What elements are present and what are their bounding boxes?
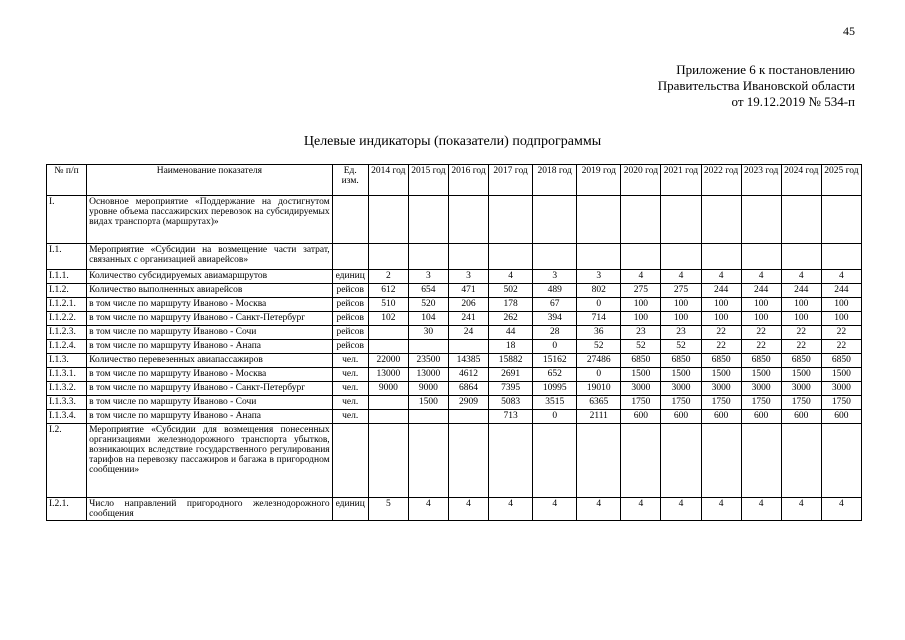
appendix-header xyxy=(658,62,855,110)
value-cell: 27486 xyxy=(577,354,621,368)
value-cell xyxy=(621,244,661,270)
value-cell: 3 xyxy=(448,270,488,284)
value-cell: 4 xyxy=(781,270,821,284)
column-header-unit: Ед. изм. xyxy=(332,165,368,196)
value-cell: 67 xyxy=(533,298,577,312)
value-cell: 6864 xyxy=(448,382,488,396)
value-cell: 22 xyxy=(821,326,861,340)
value-cell xyxy=(368,340,408,354)
value-cell xyxy=(781,244,821,270)
unit-cell xyxy=(332,196,368,244)
column-header-year: 2025 год xyxy=(821,165,861,196)
value-cell: 13000 xyxy=(408,368,448,382)
indicator-name: Количество перевезенных авиапассажиров xyxy=(87,354,333,368)
row-number: I.1.3. xyxy=(47,354,87,368)
unit-cell: рейсов xyxy=(332,284,368,298)
value-cell: 244 xyxy=(701,284,741,298)
column-header-name: Наименование показателя xyxy=(87,165,333,196)
table-row xyxy=(47,244,862,270)
row-number: I.2.1. xyxy=(47,498,87,521)
value-cell: 13000 xyxy=(368,368,408,382)
value-cell: 24 xyxy=(448,326,488,340)
value-cell xyxy=(701,244,741,270)
value-cell: 18 xyxy=(489,340,533,354)
column-header-year: 2022 год xyxy=(701,165,741,196)
value-cell xyxy=(533,196,577,244)
value-cell xyxy=(701,424,741,498)
value-cell: 10995 xyxy=(533,382,577,396)
value-cell: 2909 xyxy=(448,396,488,410)
value-cell xyxy=(489,196,533,244)
value-cell xyxy=(661,244,701,270)
row-number: I.2. xyxy=(47,424,87,498)
value-cell xyxy=(621,196,661,244)
value-cell: 22000 xyxy=(368,354,408,368)
value-cell: 23500 xyxy=(408,354,448,368)
value-cell xyxy=(577,424,621,498)
value-cell: 100 xyxy=(661,312,701,326)
row-number: I.1.2.3. xyxy=(47,326,87,340)
value-cell xyxy=(781,196,821,244)
value-cell: 4 xyxy=(781,498,821,521)
table-row xyxy=(47,498,862,521)
value-cell: 1750 xyxy=(701,396,741,410)
value-cell xyxy=(821,244,861,270)
value-cell: 100 xyxy=(781,312,821,326)
value-cell: 394 xyxy=(533,312,577,326)
row-number: I.1.2.4. xyxy=(47,340,87,354)
table-row xyxy=(47,424,862,498)
row-number: I.1.3.1. xyxy=(47,368,87,382)
value-cell xyxy=(489,424,533,498)
value-cell xyxy=(448,424,488,498)
value-cell: 0 xyxy=(577,368,621,382)
value-cell: 15162 xyxy=(533,354,577,368)
row-number: I.1. xyxy=(47,244,87,270)
column-header-year: 2019 год xyxy=(577,165,621,196)
value-cell: 4 xyxy=(701,498,741,521)
row-number: I. xyxy=(47,196,87,244)
value-cell: 244 xyxy=(781,284,821,298)
column-header-year: 2016 год xyxy=(448,165,488,196)
value-cell xyxy=(408,196,448,244)
value-cell: 100 xyxy=(821,298,861,312)
table-row xyxy=(47,326,862,340)
value-cell xyxy=(408,340,448,354)
value-cell: 471 xyxy=(448,284,488,298)
value-cell: 100 xyxy=(741,298,781,312)
value-cell xyxy=(408,244,448,270)
table-row xyxy=(47,354,862,368)
value-cell: 7395 xyxy=(489,382,533,396)
indicator-name: Число направлений пригородного железнодорожного сообщения xyxy=(87,498,333,521)
value-cell xyxy=(368,244,408,270)
value-cell: 4612 xyxy=(448,368,488,382)
value-cell: 1750 xyxy=(621,396,661,410)
value-cell: 22 xyxy=(701,340,741,354)
value-cell: 100 xyxy=(621,312,661,326)
value-cell: 102 xyxy=(368,312,408,326)
value-cell: 3515 xyxy=(533,396,577,410)
value-cell: 600 xyxy=(741,410,781,424)
value-cell: 600 xyxy=(621,410,661,424)
value-cell: 3000 xyxy=(781,382,821,396)
value-cell: 14385 xyxy=(448,354,488,368)
value-cell xyxy=(533,424,577,498)
value-cell: 6850 xyxy=(821,354,861,368)
value-cell: 52 xyxy=(621,340,661,354)
row-number: I.1.2. xyxy=(47,284,87,298)
indicators-table xyxy=(46,164,862,521)
value-cell: 1500 xyxy=(741,368,781,382)
column-header-year: 2017 год xyxy=(489,165,533,196)
unit-cell: чел. xyxy=(332,354,368,368)
value-cell: 22 xyxy=(781,340,821,354)
value-cell: 30 xyxy=(408,326,448,340)
value-cell: 0 xyxy=(533,410,577,424)
unit-cell: рейсов xyxy=(332,340,368,354)
value-cell: 4 xyxy=(533,498,577,521)
value-cell xyxy=(408,424,448,498)
row-number: I.1.2.2. xyxy=(47,312,87,326)
value-cell xyxy=(489,244,533,270)
value-cell: 1750 xyxy=(661,396,701,410)
column-header-year: 2015 год xyxy=(408,165,448,196)
value-cell xyxy=(821,196,861,244)
column-header-num: № п/п xyxy=(47,165,87,196)
value-cell xyxy=(533,244,577,270)
value-cell xyxy=(701,196,741,244)
value-cell: 5 xyxy=(368,498,408,521)
value-cell: 178 xyxy=(489,298,533,312)
value-cell: 241 xyxy=(448,312,488,326)
value-cell xyxy=(781,424,821,498)
value-cell: 4 xyxy=(577,498,621,521)
value-cell: 3 xyxy=(533,270,577,284)
value-cell: 654 xyxy=(408,284,448,298)
value-cell: 28 xyxy=(533,326,577,340)
column-header-year: 2021 год xyxy=(661,165,701,196)
unit-cell: чел. xyxy=(332,396,368,410)
value-cell: 600 xyxy=(821,410,861,424)
value-cell: 19010 xyxy=(577,382,621,396)
value-cell: 6850 xyxy=(781,354,821,368)
table-row xyxy=(47,298,862,312)
table-row xyxy=(47,340,862,354)
value-cell: 44 xyxy=(489,326,533,340)
value-cell: 104 xyxy=(408,312,448,326)
row-number: I.1.1. xyxy=(47,270,87,284)
value-cell: 600 xyxy=(661,410,701,424)
value-cell: 0 xyxy=(577,298,621,312)
unit-cell: чел. xyxy=(332,382,368,396)
value-cell: 1500 xyxy=(621,368,661,382)
table-row xyxy=(47,284,862,298)
value-cell: 4 xyxy=(408,498,448,521)
value-cell: 23 xyxy=(661,326,701,340)
document-title: Целевые индикаторы (показатели) подпрограммы xyxy=(303,134,602,149)
value-cell: 244 xyxy=(821,284,861,298)
value-cell: 275 xyxy=(661,284,701,298)
value-cell: 100 xyxy=(661,298,701,312)
indicator-name: в том числе по маршруту Иваново - Москва xyxy=(87,298,333,312)
table-row xyxy=(47,368,862,382)
value-cell: 4 xyxy=(661,270,701,284)
indicator-name: в том числе по маршруту Иваново - Санкт-Петербург xyxy=(87,382,333,396)
unit-cell: чел. xyxy=(332,368,368,382)
appendix-line-3: от 19.12.2019 № 534-п xyxy=(731,94,855,109)
value-cell: 4 xyxy=(489,270,533,284)
indicator-name: Мероприятие «Субсидии для возмещения понесенных организациями железнодорожного транспорта убытков, возникающих вследствие государственного регулирования тарифов на перевозку пассажиров и багажа в пригородном сообщении» xyxy=(87,424,333,498)
value-cell: 100 xyxy=(821,312,861,326)
row-number: I.1.3.4. xyxy=(47,410,87,424)
indicator-name: Количество субсидируемых авиамаршрутов xyxy=(87,270,333,284)
value-cell: 100 xyxy=(621,298,661,312)
value-cell: 22 xyxy=(701,326,741,340)
column-header-year: 2024 год xyxy=(781,165,821,196)
value-cell: 3000 xyxy=(701,382,741,396)
value-cell: 1750 xyxy=(781,396,821,410)
value-cell: 3000 xyxy=(741,382,781,396)
value-cell xyxy=(448,244,488,270)
value-cell: 100 xyxy=(781,298,821,312)
value-cell: 3000 xyxy=(821,382,861,396)
value-cell: 1750 xyxy=(821,396,861,410)
value-cell: 600 xyxy=(781,410,821,424)
value-cell: 275 xyxy=(621,284,661,298)
value-cell xyxy=(741,424,781,498)
row-number: I.1.3.2. xyxy=(47,382,87,396)
value-cell: 15882 xyxy=(489,354,533,368)
value-cell: 6850 xyxy=(741,354,781,368)
value-cell: 1500 xyxy=(661,368,701,382)
table-row xyxy=(47,382,862,396)
value-cell: 4 xyxy=(741,498,781,521)
value-cell xyxy=(741,196,781,244)
value-cell: 3000 xyxy=(621,382,661,396)
column-header-year: 2014 год xyxy=(368,165,408,196)
appendix-line-2: Правительства Ивановской области xyxy=(657,78,855,93)
value-cell: 244 xyxy=(741,284,781,298)
value-cell: 100 xyxy=(741,312,781,326)
indicator-name: в том числе по маршруту Иваново - Анапа xyxy=(87,410,333,424)
value-cell: 6365 xyxy=(577,396,621,410)
value-cell xyxy=(368,196,408,244)
row-number: I.1.3.3. xyxy=(47,396,87,410)
value-cell: 714 xyxy=(577,312,621,326)
value-cell: 206 xyxy=(448,298,488,312)
value-cell: 0 xyxy=(533,340,577,354)
unit-cell: чел. xyxy=(332,410,368,424)
value-cell: 4 xyxy=(621,498,661,521)
value-cell: 100 xyxy=(701,312,741,326)
table-row xyxy=(47,312,862,326)
value-cell: 6850 xyxy=(701,354,741,368)
value-cell: 652 xyxy=(533,368,577,382)
page-number: 45 xyxy=(843,24,855,38)
indicator-name: Количество выполненных авиарейсов xyxy=(87,284,333,298)
value-cell: 52 xyxy=(577,340,621,354)
value-cell: 5083 xyxy=(489,396,533,410)
unit-cell: рейсов xyxy=(332,298,368,312)
unit-cell xyxy=(332,424,368,498)
value-cell: 1500 xyxy=(821,368,861,382)
table-row xyxy=(47,270,862,284)
value-cell: 713 xyxy=(489,410,533,424)
value-cell: 1500 xyxy=(781,368,821,382)
value-cell: 600 xyxy=(701,410,741,424)
value-cell: 1750 xyxy=(741,396,781,410)
value-cell: 22 xyxy=(821,340,861,354)
value-cell: 9000 xyxy=(368,382,408,396)
value-cell: 22 xyxy=(741,326,781,340)
value-cell xyxy=(577,196,621,244)
value-cell: 2691 xyxy=(489,368,533,382)
value-cell: 4 xyxy=(821,498,861,521)
value-cell: 489 xyxy=(533,284,577,298)
value-cell: 6850 xyxy=(621,354,661,368)
value-cell: 100 xyxy=(701,298,741,312)
value-cell: 520 xyxy=(408,298,448,312)
value-cell: 4 xyxy=(661,498,701,521)
value-cell xyxy=(368,410,408,424)
indicator-name: Основное мероприятие «Поддержание на достигнутом уровне объема пассажирских перевозок на субсидируемых видах транспорта (маршрутах)» xyxy=(87,196,333,244)
value-cell: 9000 xyxy=(408,382,448,396)
value-cell: 4 xyxy=(741,270,781,284)
value-cell: 1500 xyxy=(408,396,448,410)
value-cell xyxy=(741,244,781,270)
value-cell: 4 xyxy=(701,270,741,284)
value-cell: 52 xyxy=(661,340,701,354)
value-cell xyxy=(368,326,408,340)
value-cell: 3 xyxy=(408,270,448,284)
value-cell xyxy=(448,196,488,244)
indicator-name: в том числе по маршруту Иваново - Анапа xyxy=(87,340,333,354)
value-cell: 612 xyxy=(368,284,408,298)
value-cell: 4 xyxy=(821,270,861,284)
indicator-name: в том числе по маршруту Иваново - Сочи xyxy=(87,326,333,340)
value-cell: 22 xyxy=(741,340,781,354)
value-cell xyxy=(368,396,408,410)
table-row xyxy=(47,410,862,424)
row-number: I.1.2.1. xyxy=(47,298,87,312)
indicator-name: в том числе по маршруту Иваново - Санкт-Петербург xyxy=(87,312,333,326)
column-header-year: 2020 год xyxy=(621,165,661,196)
table-row xyxy=(47,196,862,244)
value-cell xyxy=(368,424,408,498)
value-cell: 262 xyxy=(489,312,533,326)
value-cell: 36 xyxy=(577,326,621,340)
value-cell xyxy=(448,410,488,424)
unit-cell: единиц xyxy=(332,270,368,284)
table-header-row xyxy=(47,165,862,196)
unit-cell xyxy=(332,244,368,270)
value-cell: 510 xyxy=(368,298,408,312)
value-cell: 22 xyxy=(781,326,821,340)
value-cell: 502 xyxy=(489,284,533,298)
value-cell: 2111 xyxy=(577,410,621,424)
appendix-line-1: Приложение 6 к постановлению xyxy=(676,62,855,77)
value-cell xyxy=(448,340,488,354)
value-cell xyxy=(408,410,448,424)
value-cell xyxy=(821,424,861,498)
indicator-name: в том числе по маршруту Иваново - Сочи xyxy=(87,396,333,410)
value-cell: 6850 xyxy=(661,354,701,368)
value-cell xyxy=(621,424,661,498)
value-cell xyxy=(661,424,701,498)
value-cell: 3000 xyxy=(661,382,701,396)
value-cell: 2 xyxy=(368,270,408,284)
value-cell: 1500 xyxy=(701,368,741,382)
column-header-year: 2018 год xyxy=(533,165,577,196)
value-cell xyxy=(577,244,621,270)
indicator-name: в том числе по маршруту Иваново - Москва xyxy=(87,368,333,382)
value-cell: 4 xyxy=(621,270,661,284)
value-cell: 802 xyxy=(577,284,621,298)
column-header-year: 2023 год xyxy=(741,165,781,196)
unit-cell: рейсов xyxy=(332,312,368,326)
indicator-name: Мероприятие «Субсидии на возмещение части затрат, связанных с организацией авиарейсов» xyxy=(87,244,333,270)
value-cell xyxy=(661,196,701,244)
value-cell: 4 xyxy=(448,498,488,521)
value-cell: 4 xyxy=(489,498,533,521)
unit-cell: единиц xyxy=(332,498,368,521)
unit-cell: рейсов xyxy=(332,326,368,340)
value-cell: 3 xyxy=(577,270,621,284)
table-row xyxy=(47,396,862,410)
value-cell: 23 xyxy=(621,326,661,340)
